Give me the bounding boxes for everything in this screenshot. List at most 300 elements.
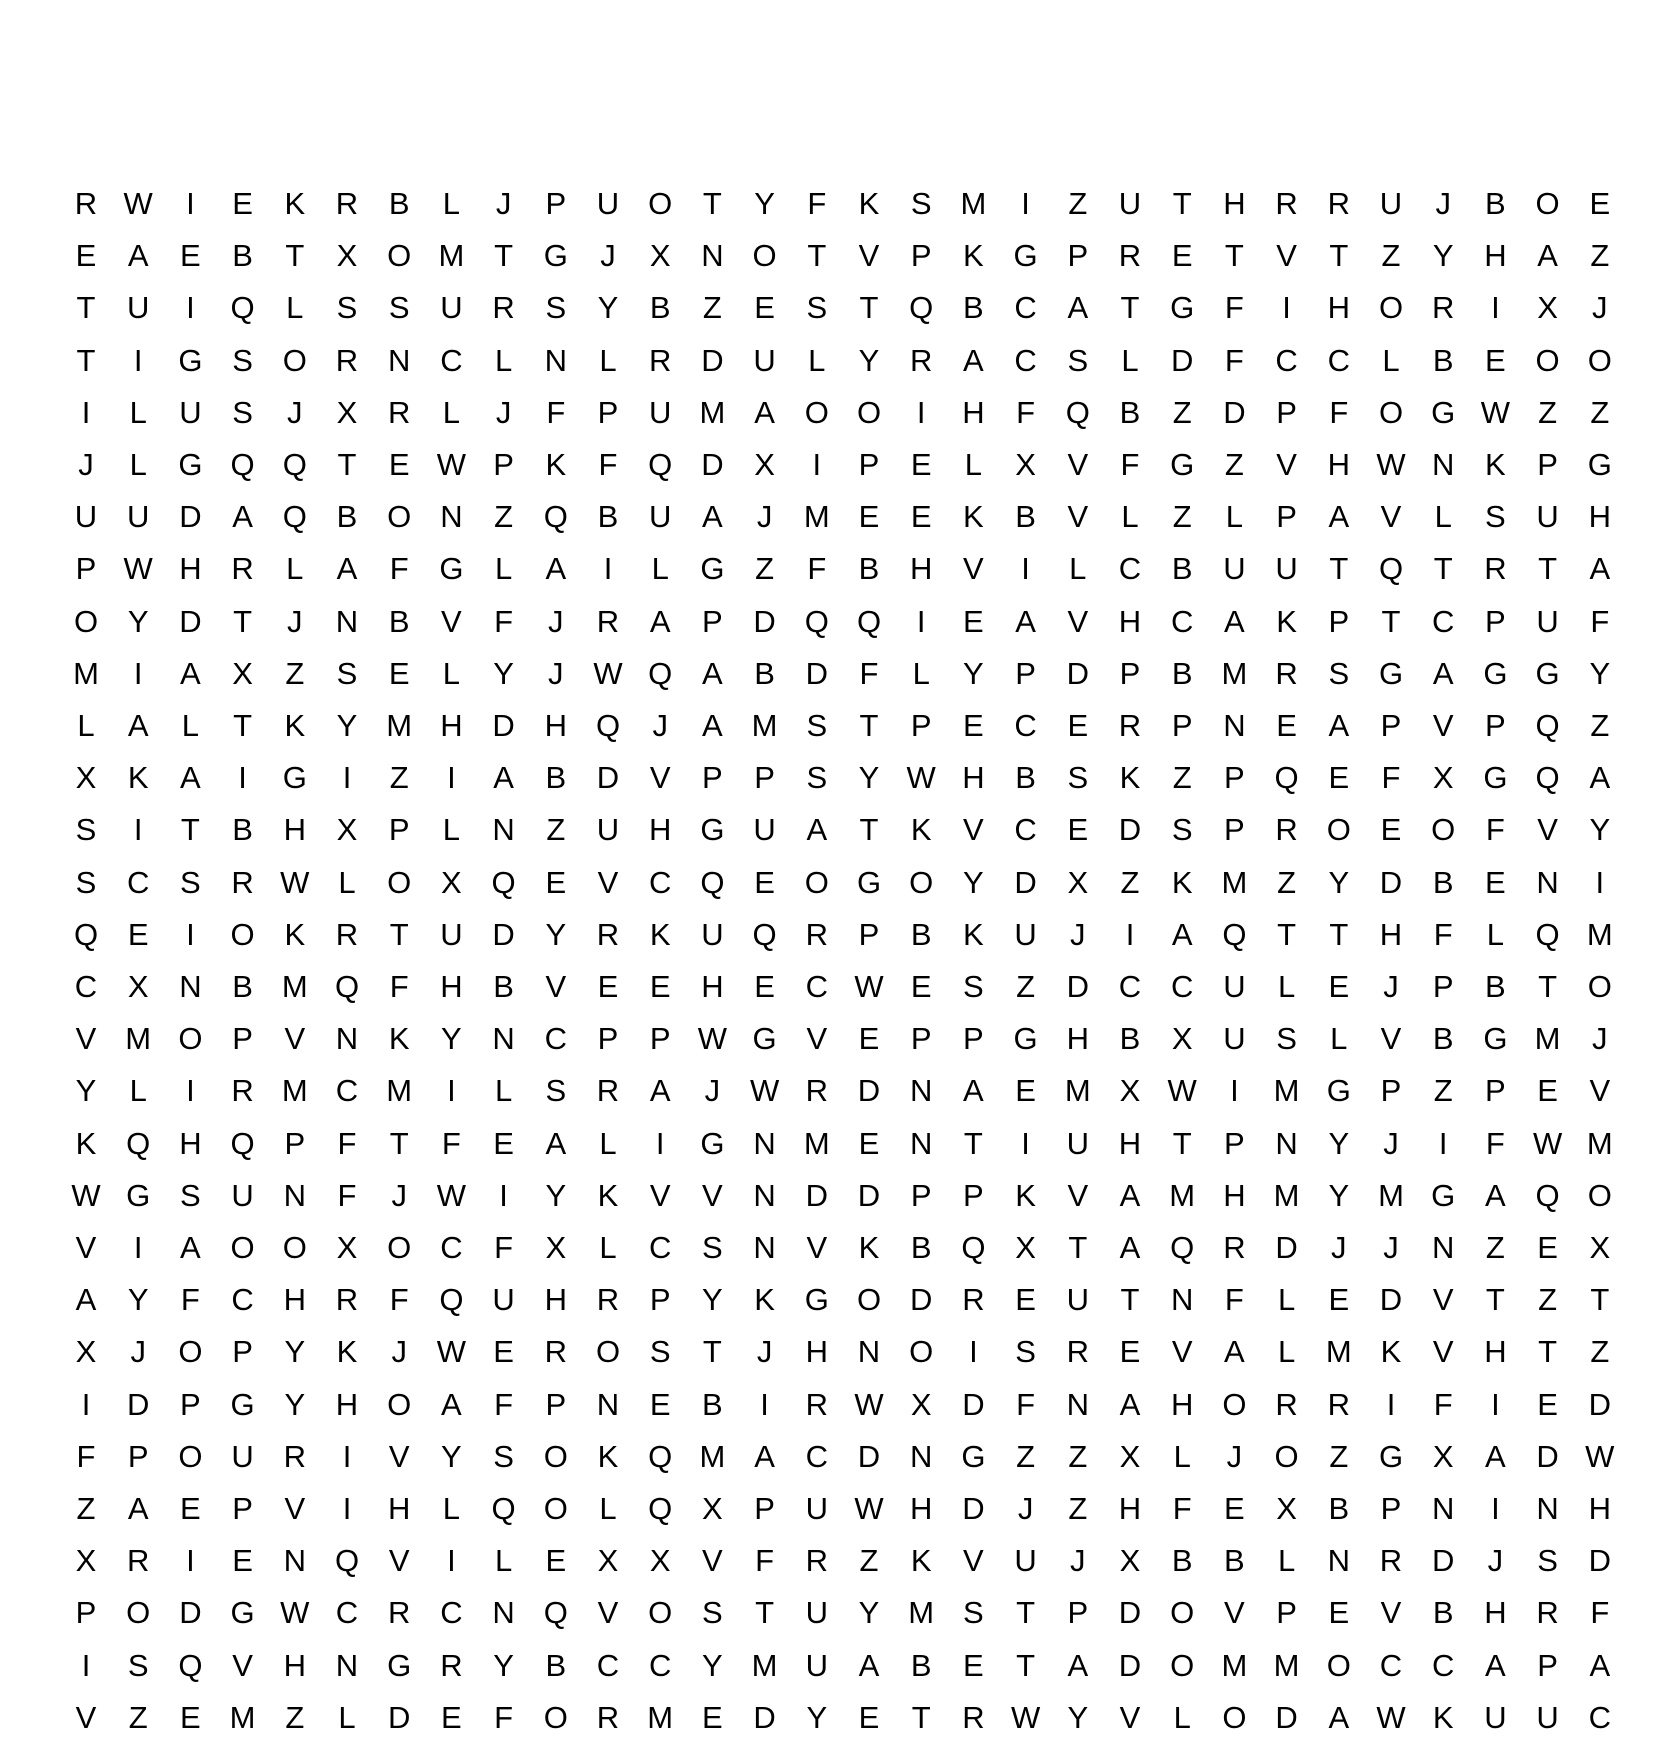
grid-letter: F <box>1485 812 1505 848</box>
grid-letter: Q <box>648 1491 673 1526</box>
grid-letter: F <box>546 394 566 430</box>
grid-row <box>60 909 1640 961</box>
grid-letter: L <box>494 551 513 587</box>
grid-row <box>60 857 1640 909</box>
grid-letter: K <box>597 1177 619 1213</box>
grid-row <box>60 1640 1640 1692</box>
grid-letter: F <box>859 655 879 691</box>
grid-letter: N <box>1536 864 1559 900</box>
grid-letter: B <box>1015 499 1036 535</box>
grid-letter: Y <box>284 1386 306 1422</box>
grid-letter: V <box>1067 499 1089 535</box>
grid-letter: W <box>123 551 153 587</box>
grid-letter: B <box>754 655 775 691</box>
grid-letter: P <box>232 1491 253 1526</box>
grid-letter: Y <box>545 1177 567 1213</box>
grid-letter: B <box>1171 655 1193 691</box>
grid-letter: F <box>807 186 827 221</box>
grid-letter: R <box>544 1334 567 1370</box>
grid-letter: V <box>858 238 880 274</box>
grid-letter: P <box>232 1334 253 1370</box>
grid-letter: B <box>1485 186 1506 221</box>
grid-letter: J <box>652 708 668 743</box>
grid-letter: T <box>911 1699 931 1735</box>
grid-letter: Z <box>859 1543 879 1579</box>
grid-letter: V <box>388 1543 410 1579</box>
grid-letter: F <box>1590 1595 1610 1631</box>
grid-letter: V <box>702 1543 723 1579</box>
grid-letter: K <box>284 916 306 952</box>
grid-letter: T <box>337 447 357 482</box>
grid-letter: Z <box>1590 708 1610 743</box>
grid-letter: L <box>494 1073 513 1109</box>
grid-letter: D <box>962 1386 985 1422</box>
grid-letter: I <box>81 1647 91 1683</box>
grid-letter: B <box>1432 1595 1454 1631</box>
grid-row <box>60 1274 1640 1326</box>
grid-letter: N <box>1223 708 1246 743</box>
grid-letter: O <box>1378 290 1404 326</box>
grid-letter: I <box>1491 290 1500 326</box>
grid-letter: K <box>963 238 984 274</box>
grid-letter: G <box>178 342 203 378</box>
grid-letter: I <box>81 1386 91 1422</box>
grid-letter: P <box>649 1282 671 1318</box>
grid-letter: D <box>1014 864 1037 900</box>
grid-letter: B <box>545 760 567 796</box>
grid-letter: V <box>806 1230 828 1265</box>
grid-letter: G <box>1013 238 1038 274</box>
grid-letter: X <box>1015 1230 1036 1265</box>
grid-letter: X <box>336 812 358 848</box>
grid-letter: X <box>1432 760 1454 796</box>
grid-letter: R <box>1275 1386 1298 1422</box>
grid-letter: R <box>283 1438 306 1474</box>
grid-letter: A <box>545 551 567 587</box>
grid-letter: F <box>1329 394 1349 430</box>
grid-letter: Q <box>334 969 360 1004</box>
grid-letter: N <box>544 342 567 378</box>
grid-letter: E <box>127 916 149 952</box>
grid-letter: K <box>858 186 880 221</box>
grid-letter: O <box>648 186 673 221</box>
grid-letter: I <box>342 1438 352 1474</box>
grid-letter: J <box>287 603 303 639</box>
grid-letter: L <box>442 812 461 848</box>
grid-letter: X <box>649 1543 671 1579</box>
grid-letter: R <box>335 916 359 952</box>
grid-letter: D <box>596 760 620 796</box>
grid-letter: R <box>1118 238 1142 274</box>
grid-letter: P <box>1485 708 1506 743</box>
grid-letter: L <box>599 1125 617 1161</box>
grid-letter: H <box>962 394 985 430</box>
grid-letter: L <box>181 708 200 743</box>
grid-letter: E <box>1589 186 1611 221</box>
grid-letter: K <box>1015 1177 1036 1213</box>
grid-letter: O <box>1326 812 1351 848</box>
grid-letter: K <box>75 1125 97 1161</box>
grid-letter: T <box>1016 1595 1036 1631</box>
grid-letter: A <box>1328 708 1350 743</box>
grid-letter: V <box>702 1177 723 1213</box>
grid-letter: T <box>1329 551 1349 587</box>
grid-letter: G <box>1535 655 1560 691</box>
grid-letter: R <box>1379 1543 1403 1579</box>
grid-letter: P <box>1067 238 1089 274</box>
grid-letter: U <box>179 394 202 430</box>
grid-letter: J <box>287 394 303 430</box>
grid-letter: H <box>1066 1021 1089 1057</box>
grid-letter: D <box>1379 1282 1403 1318</box>
grid-letter: H <box>283 1282 306 1318</box>
grid-letter: W <box>854 1491 884 1526</box>
grid-letter: T <box>859 812 879 848</box>
grid-letter: S <box>702 1595 723 1631</box>
grid-letter: I <box>1021 1125 1030 1161</box>
grid-letter: Z <box>389 760 409 796</box>
grid-letter: O <box>1170 1647 1195 1683</box>
grid-letter: G <box>1587 447 1612 482</box>
grid-letter: S <box>910 186 932 221</box>
grid-letter: K <box>910 812 932 848</box>
grid-letter: X <box>232 655 253 691</box>
grid-letter: A <box>649 603 671 639</box>
grid-letter: R <box>648 342 672 378</box>
grid-letter: V <box>232 1647 253 1683</box>
grid-row <box>60 1013 1640 1065</box>
grid-letter: L <box>129 447 147 482</box>
grid-letter: B <box>910 916 932 952</box>
grid-letter: I <box>812 447 822 482</box>
grid-letter: C <box>1431 603 1455 639</box>
grid-letter: B <box>1119 1021 1141 1057</box>
grid-letter: P <box>597 1021 619 1057</box>
grid-letter: E <box>75 238 97 274</box>
grid-letter: D <box>701 447 724 482</box>
grid-letter: I <box>1491 1386 1500 1422</box>
grid-letter: Z <box>1068 1491 1088 1526</box>
grid-letter: O <box>648 1595 673 1631</box>
grid-letter: C <box>1014 812 1037 848</box>
grid-letter: B <box>1485 969 1506 1004</box>
grid-letter: X <box>649 238 671 274</box>
grid-letter: F <box>389 1282 409 1318</box>
grid-letter: W <box>436 1334 467 1370</box>
grid-letter: C <box>231 1282 254 1318</box>
grid-row <box>60 700 1640 752</box>
grid-letter: C <box>74 969 98 1004</box>
grid-letter: O <box>1587 969 1612 1004</box>
grid-row <box>60 1170 1640 1222</box>
grid-letter: D <box>1066 655 1089 691</box>
grid-letter: S <box>702 1230 723 1265</box>
grid-letter: A <box>806 812 828 848</box>
grid-letter: R <box>440 1647 463 1683</box>
grid-letter: F <box>1590 603 1610 639</box>
grid-letter: Y <box>545 916 567 952</box>
grid-letter: C <box>1118 969 1142 1004</box>
grid-letter: E <box>1537 1230 1558 1265</box>
grid-letter: H <box>544 1282 567 1318</box>
grid-letter: Y <box>441 1021 462 1057</box>
grid-letter: X <box>1119 1438 1141 1474</box>
grid-letter: H <box>1327 290 1350 326</box>
grid-letter: V <box>963 1543 984 1579</box>
grid-letter: X <box>441 864 462 900</box>
grid-letter: J <box>756 499 773 535</box>
grid-letter: P <box>1119 655 1141 691</box>
grid-letter: V <box>1432 1334 1454 1370</box>
grid-letter: K <box>1276 603 1297 639</box>
grid-letter: E <box>597 969 619 1004</box>
grid-letter: H <box>283 1647 306 1683</box>
grid-letter: N <box>1170 1282 1194 1318</box>
grid-letter: V <box>388 1438 410 1474</box>
grid-letter: C <box>648 1230 672 1265</box>
grid-letter: E <box>754 864 775 900</box>
grid-letter: I <box>186 186 195 221</box>
grid-letter: C <box>1014 342 1037 378</box>
grid-letter: S <box>1328 655 1350 691</box>
grid-row <box>60 1431 1640 1483</box>
grid-letter: H <box>440 969 463 1004</box>
grid-letter: S <box>806 760 828 796</box>
grid-letter: M <box>1325 1334 1352 1370</box>
grid-letter: G <box>1013 1021 1038 1057</box>
grid-letter: E <box>180 1699 201 1735</box>
grid-letter: M <box>229 1699 256 1735</box>
grid-letter: O <box>1535 342 1560 378</box>
grid-letter: U <box>1014 1543 1037 1579</box>
grid-letter: G <box>1431 394 1456 430</box>
grid-letter: A <box>1171 916 1193 952</box>
grid-letter: Z <box>755 551 775 587</box>
grid-letter: V <box>1380 1595 1402 1631</box>
grid-letter: V <box>284 1491 306 1526</box>
grid-letter: N <box>492 1021 515 1057</box>
grid-letter: N <box>1066 1386 1089 1422</box>
grid-letter: V <box>1276 447 1297 482</box>
grid-letter: R <box>596 1699 620 1735</box>
grid-letter: T <box>702 186 722 221</box>
grid-letter: Y <box>75 1073 97 1109</box>
grid-letter: Q <box>1274 760 1299 796</box>
grid-letter: V <box>1432 1282 1454 1318</box>
grid-letter: M <box>1169 1177 1196 1213</box>
grid-letter: S <box>806 290 828 326</box>
grid-letter: P <box>1224 1125 1245 1161</box>
grid-letter: L <box>1173 1699 1191 1735</box>
grid-letter: B <box>232 969 253 1004</box>
grid-letter: S <box>963 969 984 1004</box>
grid-letter: G <box>1483 760 1508 796</box>
grid-letter: E <box>910 499 932 535</box>
grid-letter: U <box>1484 1699 1507 1735</box>
grid-letter: R <box>335 186 359 221</box>
grid-letter: T <box>1277 916 1297 952</box>
grid-letter: Q <box>282 499 307 535</box>
grid-letter: D <box>1275 1699 1298 1735</box>
grid-letter: E <box>1015 1073 1036 1109</box>
grid-letter: I <box>447 1543 456 1579</box>
grid-letter: A <box>754 394 775 430</box>
grid-letter: E <box>754 290 775 326</box>
grid-letter: G <box>387 1647 412 1683</box>
grid-letter: K <box>1119 760 1141 796</box>
grid-letter: Z <box>285 1699 305 1735</box>
grid-letter: R <box>1275 186 1298 221</box>
grid-letter: B <box>1432 864 1454 900</box>
grid-letter: V <box>1537 812 1558 848</box>
grid-letter: E <box>1328 969 1350 1004</box>
grid-letter: F <box>389 551 409 587</box>
grid-letter: E <box>1119 1334 1141 1370</box>
grid-letter: O <box>387 238 412 274</box>
grid-letter: U <box>492 1282 515 1318</box>
grid-letter: E <box>1224 1491 1245 1526</box>
grid-letter: P <box>1432 969 1454 1004</box>
grid-letter: A <box>1119 1386 1141 1422</box>
grid-letter: A <box>127 1491 149 1526</box>
grid-letter: S <box>1485 499 1506 535</box>
grid-letter: R <box>231 551 254 587</box>
grid-letter: Z <box>1172 394 1192 430</box>
grid-letter: E <box>180 238 201 274</box>
grid-letter: D <box>126 1386 150 1422</box>
grid-letter: T <box>76 342 96 378</box>
grid-letter: K <box>963 499 984 535</box>
grid-letter: Z <box>285 655 305 691</box>
grid-letter: A <box>649 1073 671 1109</box>
grid-letter: E <box>1276 708 1297 743</box>
grid-row <box>60 543 1640 595</box>
grid-letter: A <box>858 1647 880 1683</box>
grid-letter: I <box>447 1073 456 1109</box>
grid-letter: G <box>1170 290 1195 326</box>
grid-letter: V <box>1276 238 1297 274</box>
grid-letter: U <box>648 394 672 430</box>
grid-letter: O <box>230 916 255 952</box>
grid-letter: E <box>649 1386 671 1422</box>
grid-letter: A <box>1015 603 1036 639</box>
grid-letter: B <box>1432 1021 1454 1057</box>
grid-letter: F <box>755 1543 775 1579</box>
grid-letter: D <box>753 603 776 639</box>
grid-letter: R <box>492 290 515 326</box>
grid-letter: J <box>1592 1021 1608 1057</box>
grid-letter: W <box>436 1177 467 1213</box>
grid-letter: A <box>754 1438 775 1474</box>
grid-letter: J <box>391 1177 407 1213</box>
grid-letter: K <box>910 1543 932 1579</box>
grid-letter: Y <box>858 760 880 796</box>
grid-letter: Y <box>963 864 984 900</box>
grid-letter: U <box>805 1595 828 1631</box>
grid-letter: E <box>1067 708 1089 743</box>
grid-letter: A <box>1589 760 1611 796</box>
grid-letter: T <box>702 1334 722 1370</box>
grid-letter: P <box>1276 499 1297 535</box>
grid-letter: V <box>1067 1177 1089 1213</box>
grid-letter: B <box>597 499 619 535</box>
grid-letter: P <box>493 447 514 482</box>
grid-letter: R <box>596 603 620 639</box>
grid-letter: E <box>1015 1282 1036 1318</box>
grid-letter: R <box>596 1282 620 1318</box>
grid-letter: H <box>179 1125 202 1161</box>
grid-letter: K <box>597 1438 619 1474</box>
grid-letter: Z <box>1016 969 1036 1004</box>
grid-letter: O <box>1222 1386 1247 1422</box>
grid-letter: L <box>1277 1282 1296 1318</box>
grid-letter: E <box>858 1021 880 1057</box>
grid-letter: O <box>1535 186 1560 221</box>
grid-letter: M <box>699 1438 726 1474</box>
grid-letter: U <box>1066 1282 1089 1318</box>
grid-letter: K <box>336 1334 358 1370</box>
grid-letter: G <box>543 238 568 274</box>
grid-letter: K <box>649 916 671 952</box>
grid-letter: A <box>702 655 723 691</box>
grid-letter: O <box>178 1334 203 1370</box>
grid-letter: N <box>283 1543 306 1579</box>
grid-letter: O <box>804 864 829 900</box>
grid-letter: O <box>856 394 882 430</box>
grid-letter: P <box>1276 1595 1297 1631</box>
grid-letter: D <box>857 1438 881 1474</box>
grid-letter: M <box>1378 1177 1404 1213</box>
grid-letter: U <box>1536 603 1559 639</box>
grid-letter: A <box>493 760 514 796</box>
grid-letter: P <box>180 1386 201 1422</box>
grid-letter: F <box>1433 1386 1453 1422</box>
grid-letter: Y <box>1328 1177 1350 1213</box>
grid-letter: V <box>649 760 671 796</box>
grid-letter: H <box>1588 1491 1611 1526</box>
grid-letter: D <box>179 499 202 535</box>
grid-letter: Z <box>1329 1438 1349 1474</box>
grid-letter: P <box>858 916 880 952</box>
grid-letter: O <box>126 1595 151 1631</box>
grid-row <box>60 1326 1640 1378</box>
grid-letter: S <box>545 1073 567 1109</box>
grid-letter: T <box>1016 1647 1036 1683</box>
grid-letter: T <box>1381 603 1401 639</box>
grid-letter: S <box>545 290 567 326</box>
grid-letter: U <box>805 1491 828 1526</box>
grid-letter: Y <box>1589 812 1611 848</box>
grid-letter: J <box>756 1334 773 1370</box>
grid-letter: A <box>963 342 984 378</box>
grid-letter: Y <box>858 342 880 378</box>
grid-letter: O <box>752 238 777 274</box>
grid-letter: H <box>1118 1491 1142 1526</box>
grid-letter: Y <box>127 603 149 639</box>
grid-letter: K <box>858 1230 880 1265</box>
grid-letter: K <box>284 708 306 743</box>
grid-letter: T <box>494 238 514 274</box>
grid-letter: B <box>388 186 410 221</box>
grid-letter: B <box>649 290 671 326</box>
grid-letter: M <box>1221 1647 1248 1683</box>
grid-letter: Q <box>1170 1230 1195 1265</box>
grid-letter: C <box>1431 1647 1455 1683</box>
grid-letter: N <box>492 1595 515 1631</box>
grid-letter: G <box>856 864 882 900</box>
grid-letter: O <box>387 1230 412 1265</box>
grid-letter: D <box>753 1699 776 1735</box>
